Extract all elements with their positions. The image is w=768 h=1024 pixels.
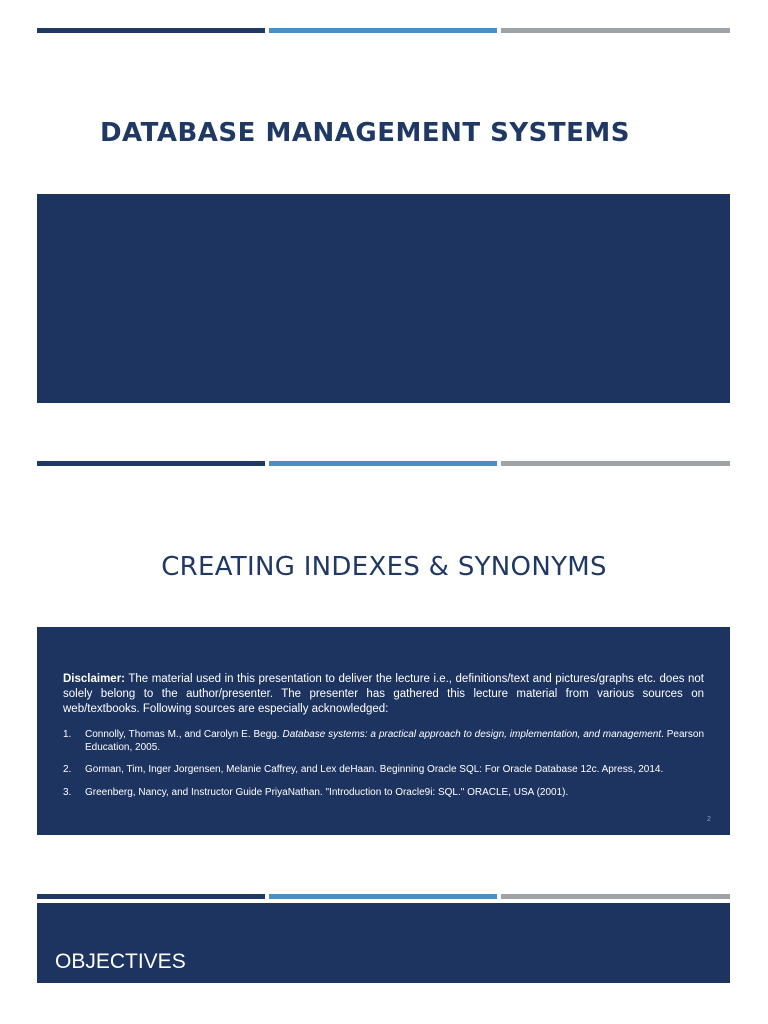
reference-item xyxy=(63,729,704,754)
slide1-content-panel xyxy=(37,194,730,403)
slide3-title: OBJECTIVES xyxy=(55,950,186,973)
reference-list xyxy=(63,729,704,809)
slide2-title: CREATING INDEXES & SYNONYMS xyxy=(161,552,607,582)
slide1-accent-bar xyxy=(37,28,730,33)
slide2-accent-bar xyxy=(37,461,730,466)
reference-number: 1. xyxy=(63,729,72,740)
disclaimer-paragraph xyxy=(63,672,704,717)
reference-authors: Greenberg, Nancy, and Instructor Guide PriyaNathan. "Introduction to Oracle9i: SQL." ORACLE, USA (2001). xyxy=(85,786,569,798)
reference-number: 2. xyxy=(63,764,72,775)
accent-segment-gray xyxy=(501,28,730,33)
slide3-accent-bar xyxy=(37,894,730,899)
reference-authors: Connolly, Thomas M., and Carolyn E. Begg. xyxy=(85,729,283,740)
reference-authors: Gorman, Tim, Inger Jorgensen, Melanie Caffrey, and Lex deHaan. Beginning Oracle SQL: For Oracle Database 12c. Apress, 2014. xyxy=(85,764,664,775)
reference-title: Database systems: a practical approach to design, implementation, and management xyxy=(282,729,662,740)
accent-segment-blue xyxy=(269,461,497,466)
accent-segment-dark xyxy=(37,461,265,466)
slide-page-number: 2 xyxy=(707,816,711,823)
accent-segment-dark xyxy=(37,28,265,33)
accent-segment-gray xyxy=(501,894,730,899)
slide1-title: DATABASE MANAGEMENT SYSTEMS xyxy=(99,118,631,148)
accent-segment-blue xyxy=(269,894,497,899)
reference-item xyxy=(63,787,704,800)
reference-item xyxy=(63,764,704,777)
accent-segment-dark xyxy=(37,894,265,899)
reference-publisher: . Pearson Education, 2005. xyxy=(85,729,705,753)
reference-number: 3. xyxy=(63,786,72,798)
disclaimer-text: The material used in this presentation to deliver the lecture i.e., definitions/text and pictures/graphs etc. does not solely belong to the author/presenter. The presenter has gathered this lecture material from various sources on web/textbooks. Following sources are especially acknowledged: xyxy=(63,673,704,715)
accent-segment-blue xyxy=(269,28,497,33)
accent-segment-gray xyxy=(501,461,730,466)
disclaimer-label: Disclaimer: xyxy=(63,673,126,685)
